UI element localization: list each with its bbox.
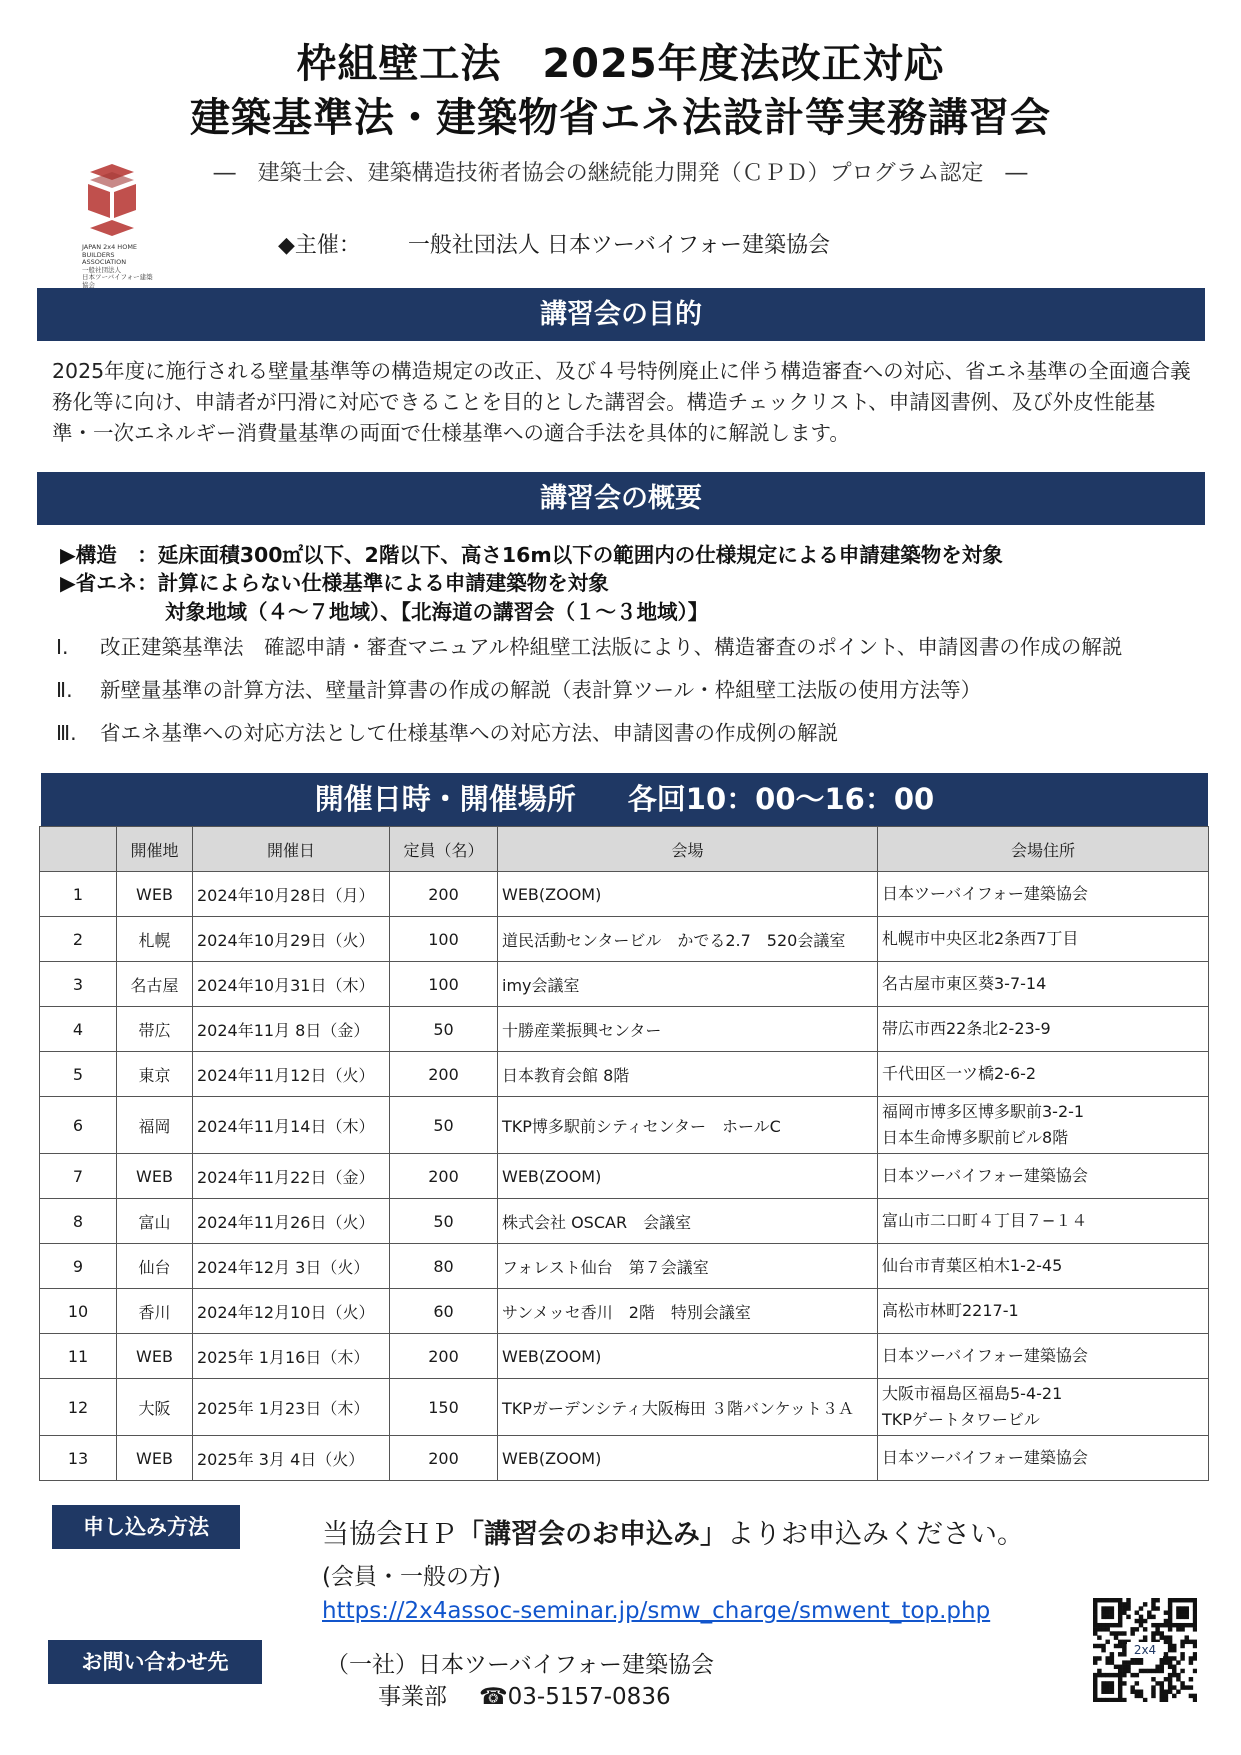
table-row [40,1154,1209,1199]
cell-city: WEB [117,872,193,917]
apply-url-link[interactable]: https://2x4assoc-seminar.jp/smw_charge/smwent_top.php [322,1598,991,1624]
cell-no: 8 [40,1199,117,1244]
outline-structure-line: ▶構造 ：延床面積300㎡以下、2階以下、高さ16m以下の範囲内の仕様規定による申請建築物を対象 [60,543,1003,567]
table-header-row [40,827,1209,872]
schedule-heading-label: 開催日時・開催場所 [314,782,576,816]
contact-department [378,1678,671,1711]
cell-address: 名古屋市東区葵3-7-14 [878,962,1209,1007]
cell-venue: TKPガーデンシティ大阪梅田 ３階バンケット３Ａ [498,1379,878,1436]
outline-item-text: 改正建築基準法 確認申請・審査マニュアル枠組壁工法版により、構造審査のポイント、申請図書の作成の解説 [100,635,1123,659]
qr-overlay-text: 2x4 [1133,1643,1157,1657]
outline-item [56,630,1122,660]
table-row [40,1244,1209,1289]
schedule-time: 各回10：00～16：00 [627,782,935,816]
outline-item-text: 省エネ基準への対応方法として仕様基準への対応方法、申請図書の作成例の解説 [100,721,838,745]
cell-city: 大阪 [117,1379,193,1436]
organizer [278,228,830,259]
outline-item-number: Ⅲ. [56,721,77,745]
table-row [40,1097,1209,1154]
cell-date: 2025年 1月23日（木） [193,1379,390,1436]
cell-venue: 道民活動センタービル かでる2.7 520会議室 [498,917,878,962]
purpose-heading: 講習会の目的 [37,288,1205,341]
organizer-name: 一般社団法人 日本ツーバイフォー建築協会 [407,233,831,258]
outline-heading: 講習会の概要 [37,472,1205,525]
cell-city: WEB [117,1154,193,1199]
cell-capacity: 200 [390,1052,498,1097]
cell-capacity: 200 [390,872,498,917]
cell-no: 5 [40,1052,117,1097]
cell-address: 福岡市博多区博多駅前3-2-1 日本生命博多駅前ビル8階 [878,1097,1209,1154]
cell-venue: サンメッセ香川 2階 特別会議室 [498,1289,878,1334]
cell-venue: 十勝産業振興センター [498,1007,878,1052]
cell-city: 仙台 [117,1244,193,1289]
association-logo [82,162,154,289]
cell-capacity: 150 [390,1379,498,1436]
cell-venue: TKP博多駅前シティセンター ホールC [498,1097,878,1154]
cell-date: 2024年11月14日（木） [193,1097,390,1154]
cell-address: 札幌市中央区北2条西7丁目 [878,917,1209,962]
cell-date: 2024年10月29日（火） [193,917,390,962]
table-row [40,1199,1209,1244]
contact-label: お問い合わせ先 [48,1640,262,1684]
cell-capacity: 50 [390,1007,498,1052]
cell-date: 2024年11月22日（金） [193,1154,390,1199]
cell-no: 13 [40,1436,117,1481]
apply-text-after: よりお申込みください。 [727,1519,1024,1550]
apply-text-bold: 「講習会のお申込み」 [457,1519,727,1550]
cell-no: 1 [40,872,117,917]
contact-phone: ☎03-5157-0836 [479,1684,671,1710]
cell-city: 東京 [117,1052,193,1097]
outline-item [56,716,838,746]
cell-address: 仙台市青葉区柏木1-2-45 [878,1244,1209,1289]
cell-venue: 日本教育会館 8階 [498,1052,878,1097]
cell-address: 日本ツーバイフォー建築協会 [878,1154,1209,1199]
cell-capacity: 50 [390,1199,498,1244]
cell-city: 福岡 [117,1097,193,1154]
outline-item-number: Ⅰ. [56,635,69,659]
apply-method-label: 申し込み方法 [52,1505,240,1549]
apply-audience: (会員・一般の方) [322,1564,501,1590]
cell-capacity: 100 [390,962,498,1007]
table-row [40,1436,1209,1481]
cube-logo-icon [82,162,142,242]
cell-date: 2024年11月12日（火） [193,1052,390,1097]
col-header-venue: 会場 [498,827,878,872]
apply-text-before: 当協会ＨＰ [322,1519,457,1550]
cell-address: 高松市林町2217-1 [878,1289,1209,1334]
cell-no: 6 [40,1097,117,1154]
cell-address: 千代田区一ツ橋2-6-2 [878,1052,1209,1097]
cell-venue: WEB(ZOOM) [498,1334,878,1379]
cell-address: 日本ツーバイフォー建築協会 [878,1436,1209,1481]
organizer-label: ◆主催： [278,233,361,258]
cell-date: 2025年 3月 4日（火） [193,1436,390,1481]
cell-no: 7 [40,1154,117,1199]
col-header-city: 開催地 [117,827,193,872]
cell-date: 2025年 1月16日（木） [193,1334,390,1379]
cell-no: 4 [40,1007,117,1052]
outline-item-text: 新壁量基準の計算方法、壁量計算書の作成の解説（表計算ツール・枠組壁工法版の使用方法等） [100,678,982,702]
table-row [40,872,1209,917]
cell-city: 富山 [117,1199,193,1244]
logo-text: JAPAN 2x4 HOME BUILDERS ASSOCIATION 一般社団法人 日本ツーバイフォー建築協会 [82,243,153,289]
cell-date: 2024年10月28日（月） [193,872,390,917]
cell-city: WEB [117,1436,193,1481]
table-row [40,1334,1209,1379]
cell-venue: WEB(ZOOM) [498,872,878,917]
cell-capacity: 200 [390,1436,498,1481]
cell-venue: WEB(ZOOM) [498,1436,878,1481]
col-header-address: 会場住所 [878,827,1209,872]
outline-energy-line: ▶省エネ：計算によらない仕様基準による申請建築物を対象 [60,571,609,595]
cell-city: 札幌 [117,917,193,962]
cell-capacity: 200 [390,1154,498,1199]
col-header-date: 開催日 [193,827,390,872]
table-row [40,917,1209,962]
cell-no: 10 [40,1289,117,1334]
table-row [40,1007,1209,1052]
cell-address: 日本ツーバイフォー建築協会 [878,1334,1209,1379]
purpose-text: 2025年度に施行される壁量基準等の構造規定の改正、及び４号特例廃止に伴う構造審査への対応、省エネ基準の全面適合義務化等に向け、申請者が円滑に対応できることを目的とした講習会。構造チェックリスト、申請図書例、及び外皮性能基準・一次エネルギー消費量基準の両面で仕様基準への適合手法を具体的に解説します。 [52,359,1191,445]
cell-capacity: 200 [390,1334,498,1379]
cell-city: 名古屋 [117,962,193,1007]
cell-capacity: 50 [390,1097,498,1154]
page-title-line2: 建築基準法・建築物省エネ法設計等実務講習会 [190,95,1051,141]
cell-date: 2024年11月26日（火） [193,1199,390,1244]
cell-no: 12 [40,1379,117,1436]
cell-city: 帯広 [117,1007,193,1052]
cell-capacity: 100 [390,917,498,962]
qr-code-icon [1093,1598,1197,1702]
table-row [40,962,1209,1007]
cell-date: 2024年11月 8日（金） [193,1007,390,1052]
outline-energy-region-line: 対象地域（４～７地域）、【北海道の講習会（１～３地域）】 [165,600,709,624]
schedule-table [39,826,1209,1481]
cpd-subtitle: ― 建築士会、建築構造技術者協会の継続能力開発（ＣＰＤ）プログラム認定 ― [213,161,1028,186]
table-row [40,1379,1209,1436]
cell-no: 2 [40,917,117,962]
outline-item-number: Ⅱ. [56,678,73,702]
cell-no: 9 [40,1244,117,1289]
contact-dept-name: 事業部 [378,1684,447,1710]
cell-date: 2024年12月 3日（火） [193,1244,390,1289]
cell-venue: imy会議室 [498,962,878,1007]
cell-city: WEB [117,1334,193,1379]
outline-item [56,673,981,703]
cell-city: 香川 [117,1289,193,1334]
cell-no: 11 [40,1334,117,1379]
cell-address: 富山市二口町４丁目７−１４ [878,1199,1209,1244]
cell-capacity: 60 [390,1289,498,1334]
cell-venue: WEB(ZOOM) [498,1154,878,1199]
col-header-capacity: 定員（名） [390,827,498,872]
cell-date: 2024年12月10日（火） [193,1289,390,1334]
cell-address: 大阪市福島区福島5-4-21 TKPゲートタワービル [878,1379,1209,1436]
contact-organization: （一社）日本ツーバイフォー建築協会 [326,1652,715,1678]
cell-address: 帯広市西22条北2-23-9 [878,1007,1209,1052]
cell-date: 2024年10月31日（木） [193,962,390,1007]
cell-venue: 株式会社 OSCAR 会議室 [498,1199,878,1244]
cell-capacity: 80 [390,1244,498,1289]
page-title-line1: 枠組壁工法 2025年度法改正対応 [296,41,945,87]
table-row [40,1289,1209,1334]
schedule-heading [41,773,1208,826]
col-header-no [40,827,117,872]
apply-instruction [322,1512,1024,1551]
cell-venue: フォレスト仙台 第７会議室 [498,1244,878,1289]
cell-no: 3 [40,962,117,1007]
cell-address: 日本ツーバイフォー建築協会 [878,872,1209,917]
table-row [40,1052,1209,1097]
qr-code[interactable] [1093,1598,1197,1702]
